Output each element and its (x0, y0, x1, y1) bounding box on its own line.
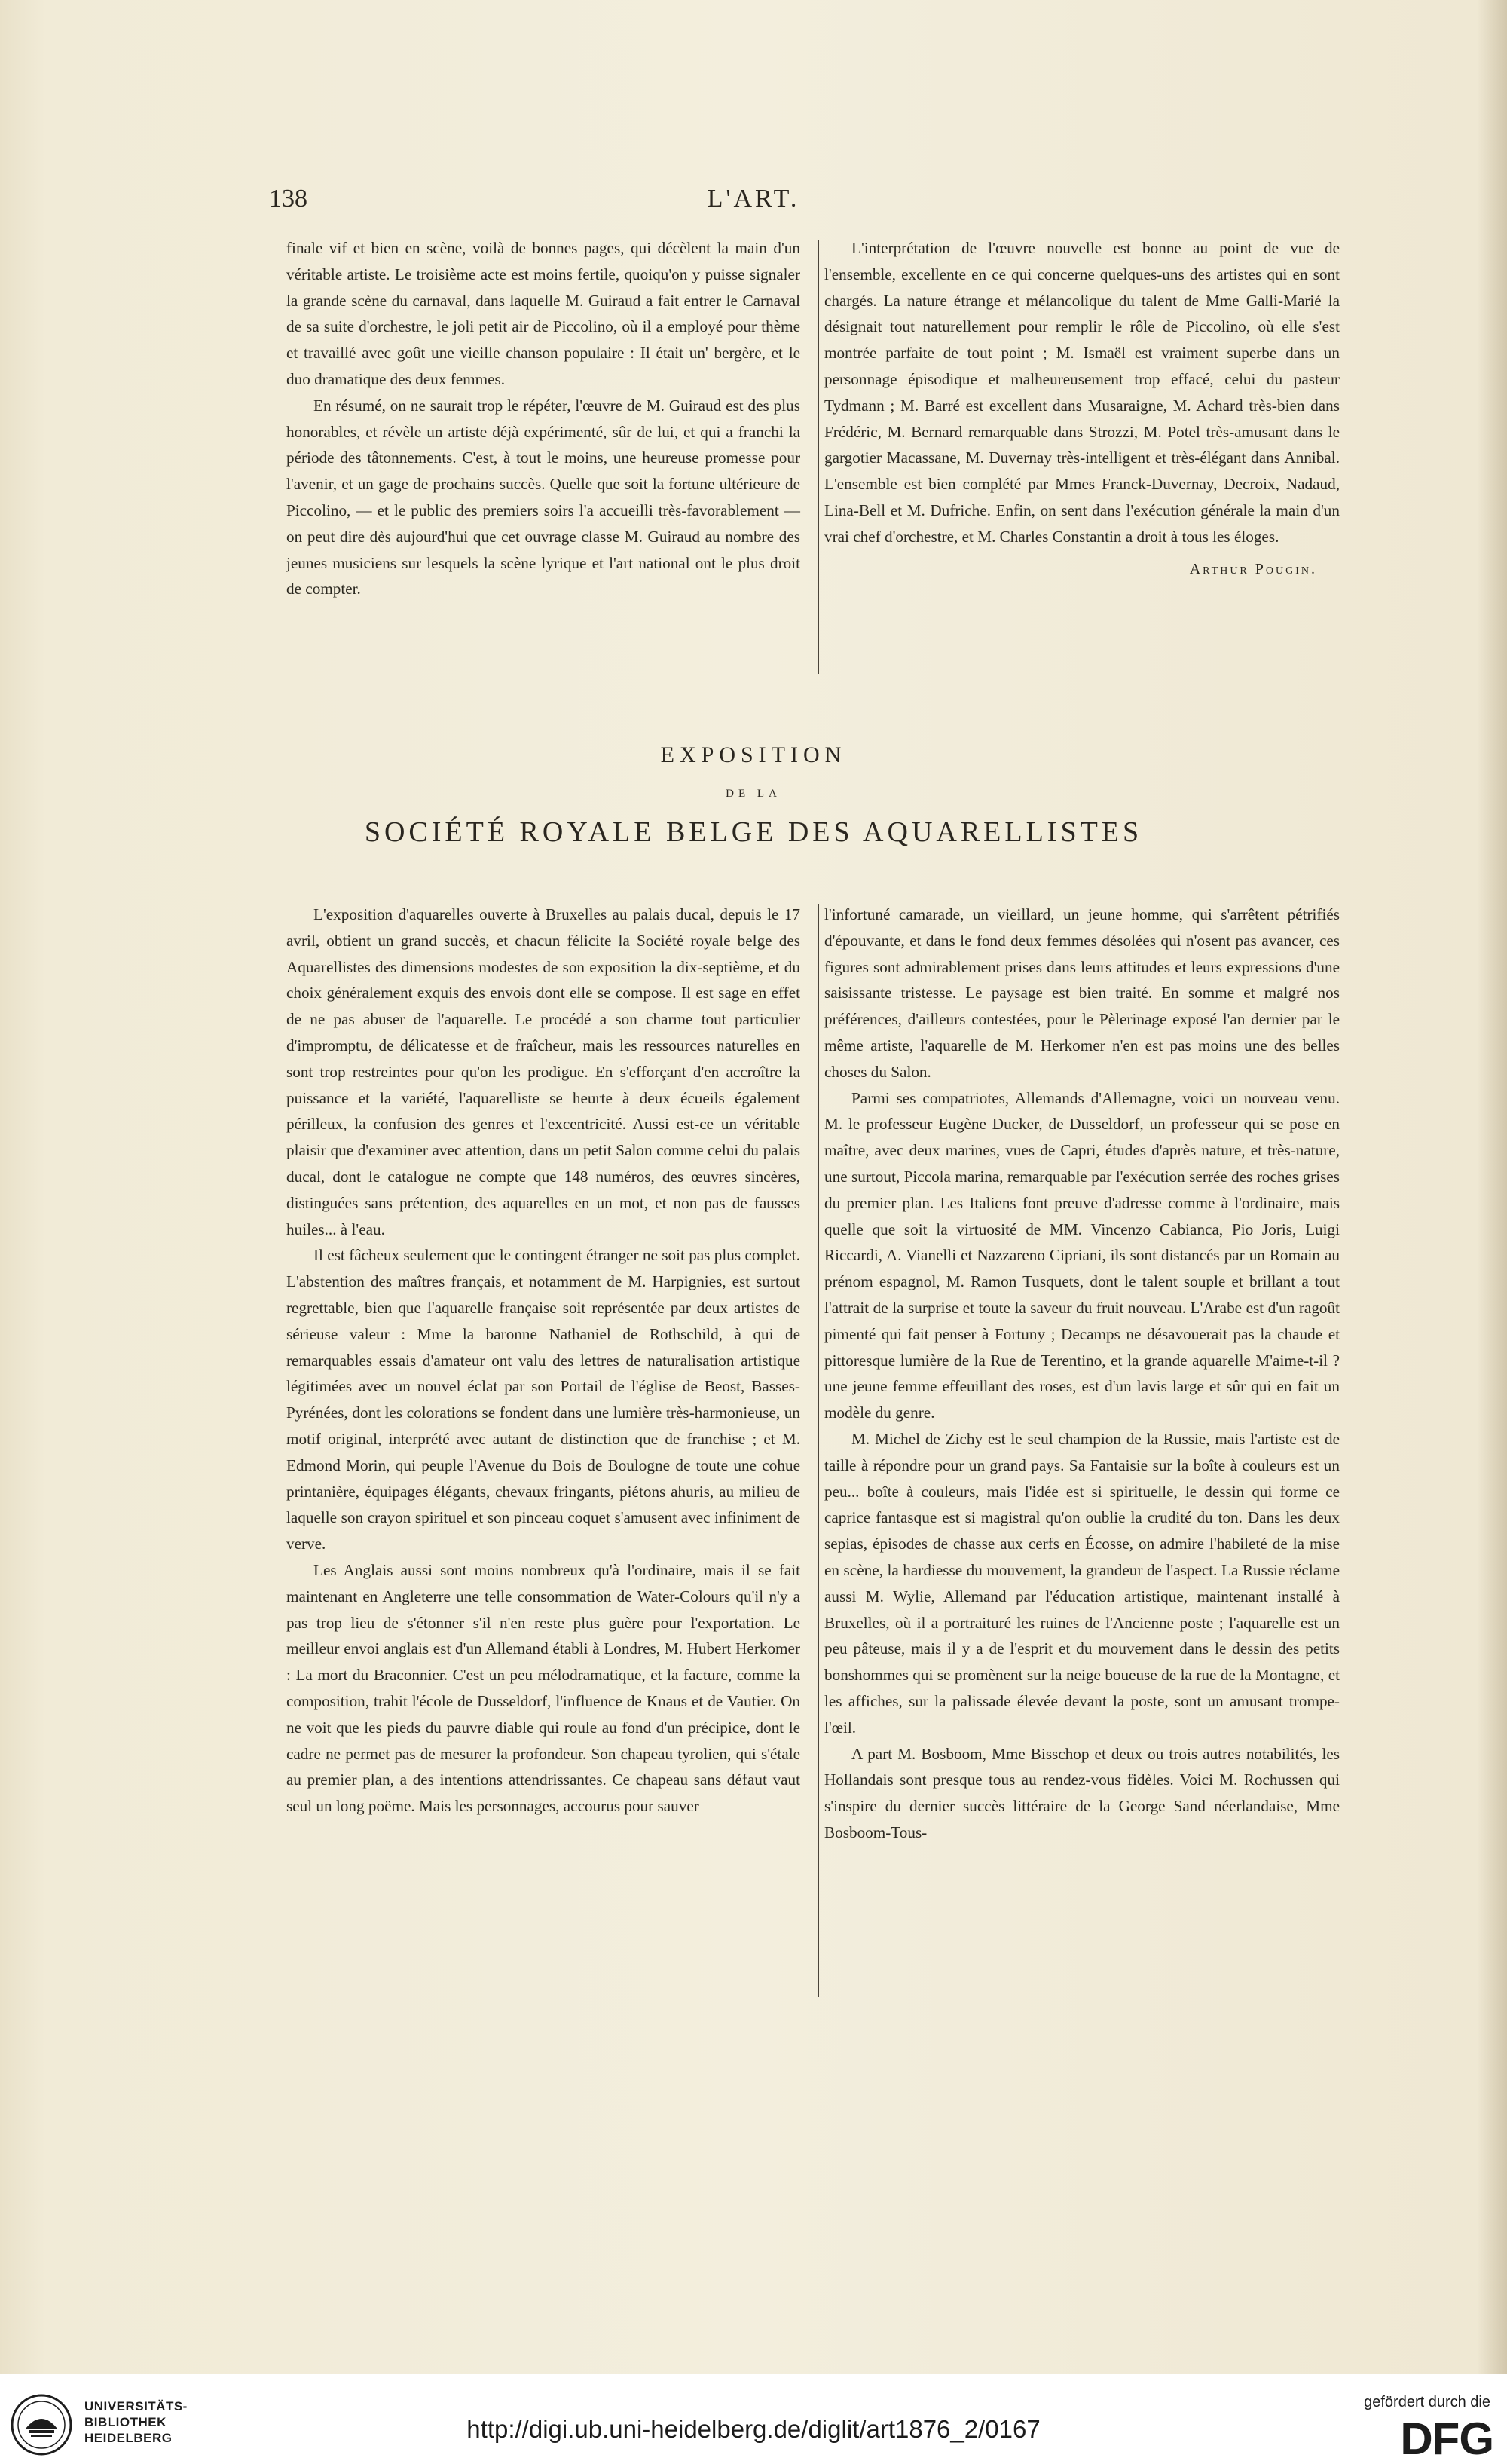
paragraph: l'infortuné camarade, un vieillard, un jeune homme, qui s'arrêtent pétrifiés d'épouvante, et dans le fond deux femmes désolées qui n'osent pas avancer, ces figures sont admirablement prises dans leurs attitudes et leurs expressions d'une saisissante tristesse. Le paysage est bien traité. En somme et malgré nos préférences, d'ailleurs contestées, pour le Pèlerinage exposé l'an dernier par le même artiste, l'aquarelle de M. Herkomer n'en est pas moins une des belles choses du Salon. (824, 905, 1340, 1081)
paragraph: A part M. Bosboom, Mme Bisschop et deux ou trois autres notabilités, les Hollandais sont presque tous au rendez-vous fidèles. Voici M. Rochussen qui s'inspire du dernier succès littéraire de la George Sand néerlandaise, Mme Bosboom-Tous- (824, 1744, 1340, 1841)
library-line: UNIVERSITÄTS- (84, 2399, 188, 2413)
article1-left-column (286, 235, 800, 602)
article2-left-column (286, 901, 800, 1820)
column-divider (818, 904, 819, 1997)
paragraph: L'exposition d'aquarelles ouverte à Bruxelles au palais ducal, depuis le 17 avril, obtient un grand succès, et chacun félicite la Société royale belge des Aquarellistes des dimensions modestes de son exposition la dix-septième, et du choix généralement exquis des envois dont elle se compose. Il est sage en effet de ne pas abuser de l'aquarelle. Le procédé a son charme tout particulier d'impromptu, de délicatesse et de fraîcheur, mais les ressources naturelles en sont trop restreintes pour qu'on les prodigue. En s'efforçant d'en accroître la puissance et la variété, l'aquarelliste se heurte à deux écueils également périlleux, la confusion des genres et l'excentricité. Aussi est-ce un véritable plaisir que d'examiner avec attention, dans un petit Salon comme celui du palais ducal, dont le catalogue ne compte que 148 numéros, des œuvres sincères, distinguées sans prétention, des aquarelles en un mot, et non pas de fausses huiles... à l'eau. (286, 905, 800, 1238)
paragraph: Il est fâcheux seulement que le contingent étranger ne soit pas plus complet. L'abstention des maîtres français, et notamment de M. Harpignies, est surtout regrettable, bien que l'aquarelle française soit représentée par deux artistes de sérieuse valeur : Mme la baronne Nathaniel de Rothschild, à qui de remarquables essais d'amateur ont valu des lettres de naturalisation artistique légitimées avec un nouvel éclat par son Portail de l'église de Beost, Basses-Pyrénées, dont les colorations se fondent dans une lumière très-harmonieuse, un motif original, interprété avec autant de distinction que de franchise ; et M. Edmond Morin, qui peuple l'Avenue du Bois de Boulogne de toute une cohue printanière, équipages élégants, chevaux fringants, piétons ahuris, au milieu de laquelle son crayon spirituel et son pinceau coquet s'amusent avec infiniment de verve. (286, 1246, 800, 1553)
title-line-main: SOCIÉTÉ ROYALE BELGE DES AQUARELLISTES (364, 816, 1143, 848)
paragraph: M. Michel de Zichy est le seul champion de la Russie, mais l'artiste est de taille à répondre pour un grand pays. Sa Fantaisie sur la boîte à couleurs est un peu... boîte à couleurs, mais l'idée est si spirituelle, le dessin qui forme ce caprice fantasque est si magistral qu'on oublie la crudité du ton. Dans les deux sepias, épisodes de chasse aux cerfs en Écosse, on admire l'habileté de la mise en scène, la hardiesse du mouvement, la grandeur de l'aspect. La Russie réclame aussi M. Wylie, Allemand par l'éducation artistique, maintenant installé à Bruxelles, où il a portraituré les ruines de l'Ancienne poste ; l'aquarelle est un peu pâteuse, mais il y a de l'esprit et du mouvement dans le dessin des petits bonshommes qui se promènent sur la neige boueuse de la rue de la Montagne, et les affiches, sur la palissade élevée devant la poste, sont un amusant trompe-l'œil. (824, 1429, 1340, 1737)
paragraph: Les Anglais aussi sont moins nombreux qu'à l'ordinaire, mais il se fait maintenant en Angleterre une telle consommation de Water-Colours qu'il n'y a pas trop lieu de s'étonner s'il n'en reste plus guère pour l'exportation. Le meilleur envoi anglais est d'un Allemand établi à Londres, M. Hubert Herkomer : La mort du Braconnier. C'est un peu mélodramatique, et la facture, comme la composition, trahit l'école de Dusseldorf, l'influence de Knaus et de Vautier. On ne voit que les pieds du pauvre diable qui roule au fond d'un précipice, dont le cadre ne permet pas de mesurer la profondeur. Son chapeau tyrolien, qui s'étale au premier plan, a des intentions attendrissantes. Ce chapeau sans défaut vaut seul un long poëme. Mais les personnages, accourus pour sauver (286, 1560, 800, 1816)
paragraph: finale vif et bien en scène, voilà de bonnes pages, qui décèlent la main d'un véritable artiste. Le troisième acte est moins fertile, quoiqu'on y puisse signaler la grande scène du carnaval, dans laquelle M. Guiraud a fait entrer le Carnaval de sa suite d'orchestre, le joli petit air de Piccolino, où il a employé pour thème et travaillé avec goût une vieille chanson populaire : Il était un' bergère, et le duo dramatique des deux femmes. (286, 239, 800, 388)
page-edge-shadow (1477, 0, 1507, 2374)
paragraph: En résumé, on ne saurait trop le répéter, l'œuvre de M. Guiraud est des plus honorables, et révèle un artiste déjà expérimenté, sûr de lui, et qui a franchi la période des tâtonnements. C'est, à tout le moins, une heureuse promesse pour l'avenir, et un gage de prochains succès. Quelle que soit la fortune ultérieure de Piccolino, — et le public des premiers soirs l'a accueilli très-favorablement — on peut dire dès aujourd'hui que cet ouvrage classe M. Guiraud au nombre des jeunes musiciens sur lesquels la scène lyrique et l'art national ont le plus droit de compter. (286, 396, 800, 598)
paragraph: L'interprétation de l'œuvre nouvelle est bonne au point de vue de l'ensemble, excellente en ce qui concerne quelques-uns des artistes qui en sont chargés. La nature étrange et mélancolique du talent de Mme Galli-Marié la désignait tout naturellement pour remplir le rôle de Piccolino, où elle s'est montrée parfaite de tout point ; M. Ismaël est vraiment superbe dans un personnage épisodique et malheureusement trop effacé, celui du pasteur Tydmann ; M. Barré est excellent dans Musaraigne, M. Achard très-bien dans Frédéric, M. Bernard remarquable dans Strozzi, M. Potel très-amusant dans le gargotier Macassane, M. Duvernay très-intelligent et très-élégant dans Annibal. L'ensemble est bien complété par Mmes Franck-Duvernay, Decroix, Nadaud, Lina-Bell et M. Dufriche. Enfin, on sent dans l'exécution générale la main d'un vrai chef d'orchestre, et M. Charles Constantin a droit à tous les éloges. (824, 239, 1340, 546)
article1-right-column (824, 235, 1340, 582)
paragraph: Parmi ses compatriotes, Allemands d'Allemagne, voici un nouveau venu. M. le professeur Eugène Ducker, de Dusseldorf, un professeur qui se pose en maître, avec deux marines, vues de Capri, études d'après nature, et très-nature, une surtout, Piccola marina, remarquable par l'exécution serrée des roches grises du premier plan. Les Italiens font preuve d'adresse comme à l'ordinaire, mais quelle que soit la virtuosité de MM. Vincenzo Cabianca, Pio Joris, Luigi Riccardi, A. Vianelli et Nazzareno Cipriani, ils sont distancés par un Romain au prénom espagnol, M. Ramon Tusquets, dont le talent souple et brillant a tout l'attrait de la surprise et toute la saveur du fruit nouveau. L'Arabe est d'un ragoût pimenté qui fait penser à Fortuny ; Decamps ne désavouerait pas la chaude et pittoresque lumière de la Rue de Terentino, et la grande aquarelle M'aime-t-il ? une jeune femme effeuillant des roses, est d'un lavis large et sûr qui en fait un modèle du genre. (824, 1088, 1340, 1422)
article2-right-column (824, 901, 1340, 1846)
author-signature: Arthur Pougin. (1189, 560, 1317, 577)
source-url-link[interactable]: http://digi.ub.uni-heidelberg.de/diglit/art1876_2/0167 (466, 2415, 1041, 2443)
library-line: HEIDELBERG (84, 2431, 173, 2445)
column-divider (818, 240, 819, 674)
page-number: 138 (269, 185, 307, 213)
funded-by-text: gefördert durch die (1364, 2394, 1490, 2410)
title-line-de-la: DE LA (726, 788, 781, 800)
running-title: L'ART. (707, 185, 800, 213)
dfg-logo[interactable]: DFG (1400, 2413, 1493, 2464)
title-line-exposition: EXPOSITION (660, 742, 847, 767)
page-header (0, 185, 1507, 230)
article-title (0, 742, 1507, 849)
library-line: BIBLIOTHEK (84, 2415, 167, 2429)
digitization-footer (0, 2374, 1507, 2464)
